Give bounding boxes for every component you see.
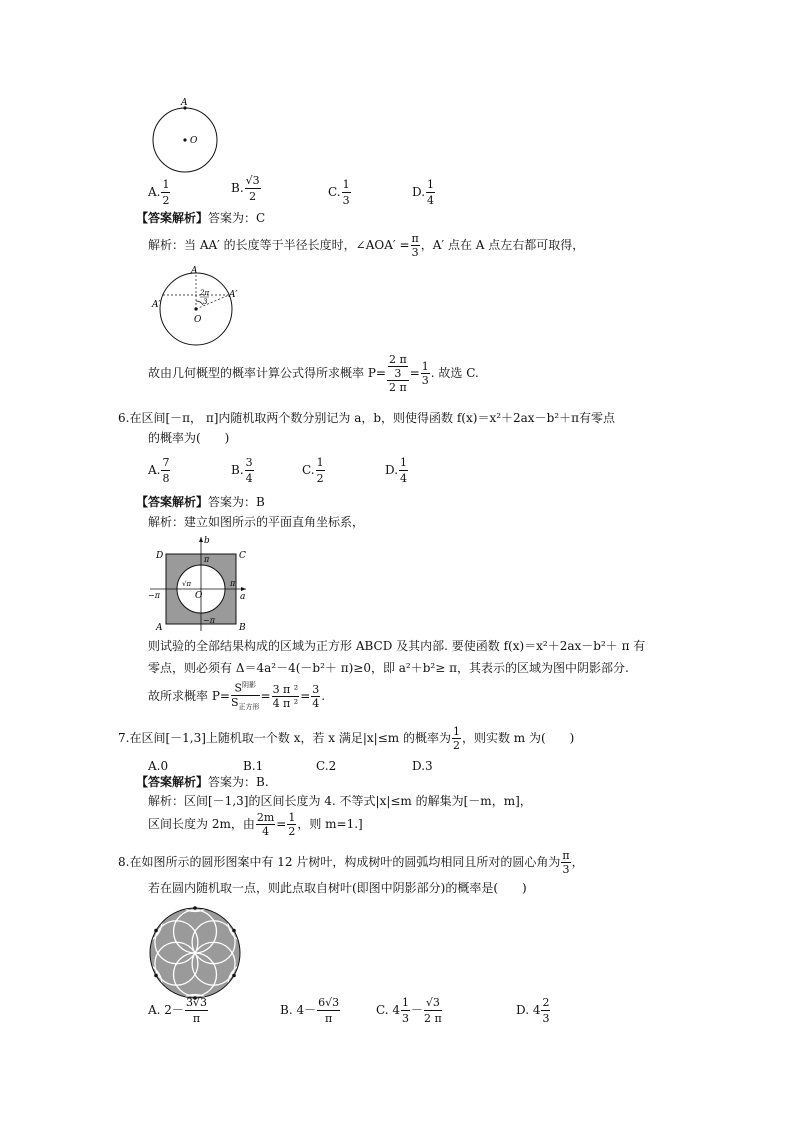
option-c-prefix: C.: [302, 463, 315, 477]
stem-text: 7.在区间[－1,3]上随机取一个数 x，若 x 满足|x|≤m 的概率为: [118, 731, 451, 745]
numerator: 1: [452, 725, 460, 738]
denominator: 2: [316, 472, 324, 485]
angle-den: 3: [203, 298, 208, 306]
numerator: π: [562, 849, 570, 862]
label-c: C: [239, 551, 246, 561]
denominator: 4: [245, 472, 253, 485]
numerator: 1: [402, 996, 410, 1009]
tail: .: [321, 688, 326, 703]
option-c-fraction-1: [401, 996, 410, 1025]
option-a-fraction: [185, 996, 208, 1025]
option-b-fraction: [245, 456, 254, 485]
stem-fraction: [452, 726, 461, 751]
half-fraction: [287, 812, 296, 837]
option-b: [280, 996, 341, 1025]
denominator: 3: [542, 1012, 550, 1025]
label-a: A: [191, 266, 198, 276]
q6-stem-line-2: 的概率为( ): [148, 431, 230, 445]
angle-fraction: [411, 233, 420, 258]
circle-figure-1: [148, 98, 224, 178]
point-o: [194, 307, 197, 310]
denominator: 3: [402, 1012, 410, 1025]
conclusion-tail: . 故选 C.: [430, 366, 479, 380]
label-a-right: A′: [229, 290, 238, 300]
q8-stem-line-2: 若在圆内随机取一点，则此点取自树叶(即图中阴影部分)的概率是( ): [148, 881, 527, 895]
option-c: [302, 456, 326, 485]
inner-numerator: 2 π: [388, 353, 407, 366]
point-o: [183, 138, 186, 141]
analysis-tail: ，A′ 点在 A 点左右都可取得，: [420, 238, 585, 252]
answer-text: 答案为：B.: [208, 775, 269, 789]
label-axis-a: a: [240, 592, 246, 602]
option-a: [148, 996, 209, 1025]
denominator: 2: [452, 739, 460, 752]
axis-b-arrow: [199, 537, 203, 542]
option-a-prefix: A.: [148, 463, 161, 477]
analysis-tail: ，则 m=1.]: [297, 817, 363, 831]
denominator: 4: [262, 825, 270, 838]
denominator: π: [192, 1012, 201, 1025]
denominator: 4: [427, 194, 435, 207]
numerator: 3√3: [185, 996, 207, 1009]
ratio-fraction: [256, 812, 275, 837]
q8-stem-line-1: [118, 850, 584, 875]
option-a-fraction: [161, 456, 170, 485]
numerator: π: [411, 232, 419, 245]
label-pi-right: π: [230, 579, 236, 588]
stem-text: 8.在如图所示的圆形图案中有 12 片树叶，构成树叶的圆弧均相同且所对的圆心角为: [118, 855, 561, 869]
numerator: 1: [288, 811, 296, 824]
q7-analysis-line-2: [148, 812, 363, 837]
q7-analysis-line-1: 解析：区间[－1,3]的区间长度为 4. 不等式|x|≤m 的解集为[－m，m]，: [148, 794, 532, 808]
answer-tag: 【答案解析】: [136, 495, 209, 509]
option-c-prefix: C. 4: [376, 1003, 401, 1017]
leaf-pattern-figure: [148, 906, 242, 1000]
answer-tag: 【答案解析】: [136, 211, 209, 225]
denominator: 8: [162, 472, 170, 485]
numerator: 3: [312, 682, 320, 696]
q7-option-b: B.1: [243, 759, 264, 773]
coordinate-square-figure: [146, 534, 250, 632]
numerator: 3 π ²: [272, 682, 299, 696]
numerator: √3: [425, 996, 440, 1009]
numerator: 1: [316, 456, 324, 469]
option-b: [231, 456, 255, 485]
q7-option-c: C.2: [316, 759, 337, 773]
option-a-prefix: A.: [148, 185, 161, 199]
q5-conclusion: [148, 354, 479, 393]
option-b: [231, 174, 262, 203]
denominator: 2: [249, 190, 257, 203]
q5-answer-line: [136, 212, 265, 224]
numerator: 2m: [256, 811, 275, 824]
analysis-text: 解析：当 AA′ 的长度等于半径长度时，∠AOA′ =: [148, 238, 410, 252]
denominator: 3: [411, 246, 419, 259]
numerator: [231, 682, 260, 696]
label-a-left: A′: [152, 300, 161, 310]
denominator: 2: [162, 194, 170, 207]
option-c-prefix: C.: [328, 185, 341, 199]
q6-answer-line: [136, 496, 265, 508]
s-square-sub: 正方形: [238, 702, 260, 711]
option-d: [385, 456, 409, 485]
equals: =: [300, 688, 311, 703]
option-d-fraction: [399, 456, 408, 485]
s-square: S: [230, 695, 239, 709]
option-d: [516, 996, 551, 1025]
minus: －: [411, 1003, 424, 1017]
angle-arc: [196, 301, 203, 305]
label-o: O: [190, 136, 198, 146]
q7-option-d: D.3: [412, 759, 433, 773]
numerator: 1: [342, 178, 350, 191]
option-d-prefix: D.: [385, 463, 399, 477]
denominator: 2: [288, 825, 296, 838]
axis-a-arrow: [241, 587, 246, 591]
option-d-fraction: [426, 178, 435, 207]
option-b-fraction: [317, 996, 340, 1025]
analysis-text: 区间长度为 2m，由: [148, 817, 255, 831]
label-o: O: [195, 591, 203, 601]
label-neg-pi-left: −π: [148, 591, 160, 600]
q6-analysis-line-1: 解析：建立如图所示的平面直角坐标系，: [148, 515, 365, 529]
label-d: D: [156, 551, 164, 561]
denominator: 3: [562, 863, 570, 876]
numerator: [387, 354, 409, 381]
equals: =: [409, 366, 420, 380]
q6-stem-line-1: 6.在区间[－π， π]内随机取两个数分别记为 a，b，则使得函数 f(x)＝x²＋2ax－b²＋π有零点: [118, 411, 615, 425]
option-b-prefix: B.: [231, 181, 244, 195]
numerator: 2: [542, 996, 550, 1009]
option-a: [148, 456, 171, 485]
q6-analysis-line-2: 则试验的全部结果构成的区域为正方形 ABCD 及其内部. 要使函数 f(x)＝x²＋2ax－b²＋ π 有: [148, 639, 646, 653]
q6-analysis-line-3: 零点，则必须有 Δ＝4a²－4(－b²＋ π)≥0，即 a²＋b²≥ π，其表示的区域为图中阴影部分.: [148, 661, 629, 675]
denominator: 2 π: [424, 1012, 442, 1025]
inner-denominator: 3: [394, 367, 402, 380]
option-c: [376, 996, 443, 1025]
option-c-fraction-2: [424, 996, 442, 1025]
denominator: 3: [342, 194, 350, 207]
denominator: 4: [312, 696, 320, 710]
option-d-prefix: D. 4: [516, 1003, 541, 1017]
q7-stem: [118, 726, 574, 751]
label-a: A: [181, 98, 188, 108]
q7-option-a: A.0: [148, 759, 169, 773]
numerator: 6√3: [318, 996, 340, 1009]
option-a-prefix: A. 2－: [148, 1003, 184, 1017]
result-fraction: [421, 361, 430, 386]
label-pi-top: π: [204, 555, 210, 564]
result-fraction: [311, 684, 320, 709]
conclusion-text: 故由几何概型的概率计算公式得所求概率 P=: [148, 366, 386, 380]
option-b-prefix: B. 4－: [280, 1003, 317, 1017]
option-c: [328, 178, 352, 207]
label-a-corner: A: [156, 623, 163, 632]
probability-fraction: [387, 354, 409, 393]
s-shadow-sub: 阴影: [242, 681, 256, 689]
label-sqrt-pi: √π: [182, 580, 192, 588]
denominator: 4 π ²: [272, 696, 299, 710]
option-a-fraction: [161, 178, 170, 207]
denominator: π: [324, 1012, 333, 1025]
label-axis-b: b: [204, 536, 210, 546]
numerator: 3: [245, 456, 253, 469]
q7-answer-line: [136, 776, 269, 788]
option-c-fraction: [316, 456, 325, 485]
mid-fraction: [272, 684, 300, 709]
option-b-fraction: [245, 174, 261, 203]
equals: =: [276, 817, 287, 831]
q6-conclusion: [148, 682, 325, 711]
answer-text: 答案为：C: [208, 211, 266, 225]
circle-figure-2: [150, 265, 240, 351]
stem-tail: ，则实数 m 为( ): [461, 731, 575, 745]
label-b-corner: B: [239, 623, 246, 632]
denominator: 4: [400, 472, 408, 485]
answer-tag: 【答案解析】: [136, 775, 209, 789]
option-c-fraction: [342, 178, 351, 207]
label-neg-pi-bottom: −π: [203, 616, 215, 625]
numerator: 1: [427, 178, 435, 191]
q5-analysis-line: [148, 233, 584, 258]
conclusion-text: 故所求概率 P=: [148, 688, 230, 703]
option-b-prefix: B.: [231, 463, 244, 477]
numerator: 7: [162, 456, 170, 469]
area-ratio: [231, 682, 260, 711]
denominator: 3: [421, 374, 429, 387]
denominator: [231, 696, 260, 711]
answer-text: 答案为：B: [208, 495, 265, 509]
option-d-prefix: D.: [412, 185, 426, 199]
stem-tail: ，: [571, 855, 584, 869]
equals: =: [260, 688, 271, 703]
angle-num: 2π: [200, 289, 210, 297]
numerator: 1: [400, 456, 408, 469]
label-o: O: [194, 315, 202, 325]
numerator: √3: [245, 174, 260, 187]
numerator: 1: [421, 360, 429, 373]
option-d: [412, 178, 436, 207]
s-shadow: S: [234, 681, 242, 695]
option-d-fraction: [541, 996, 550, 1025]
option-a: [148, 178, 171, 207]
numerator: 1: [162, 178, 170, 191]
inner-fraction: [388, 354, 408, 379]
denominator: 2 π: [388, 381, 407, 394]
stem-fraction: [561, 850, 570, 875]
